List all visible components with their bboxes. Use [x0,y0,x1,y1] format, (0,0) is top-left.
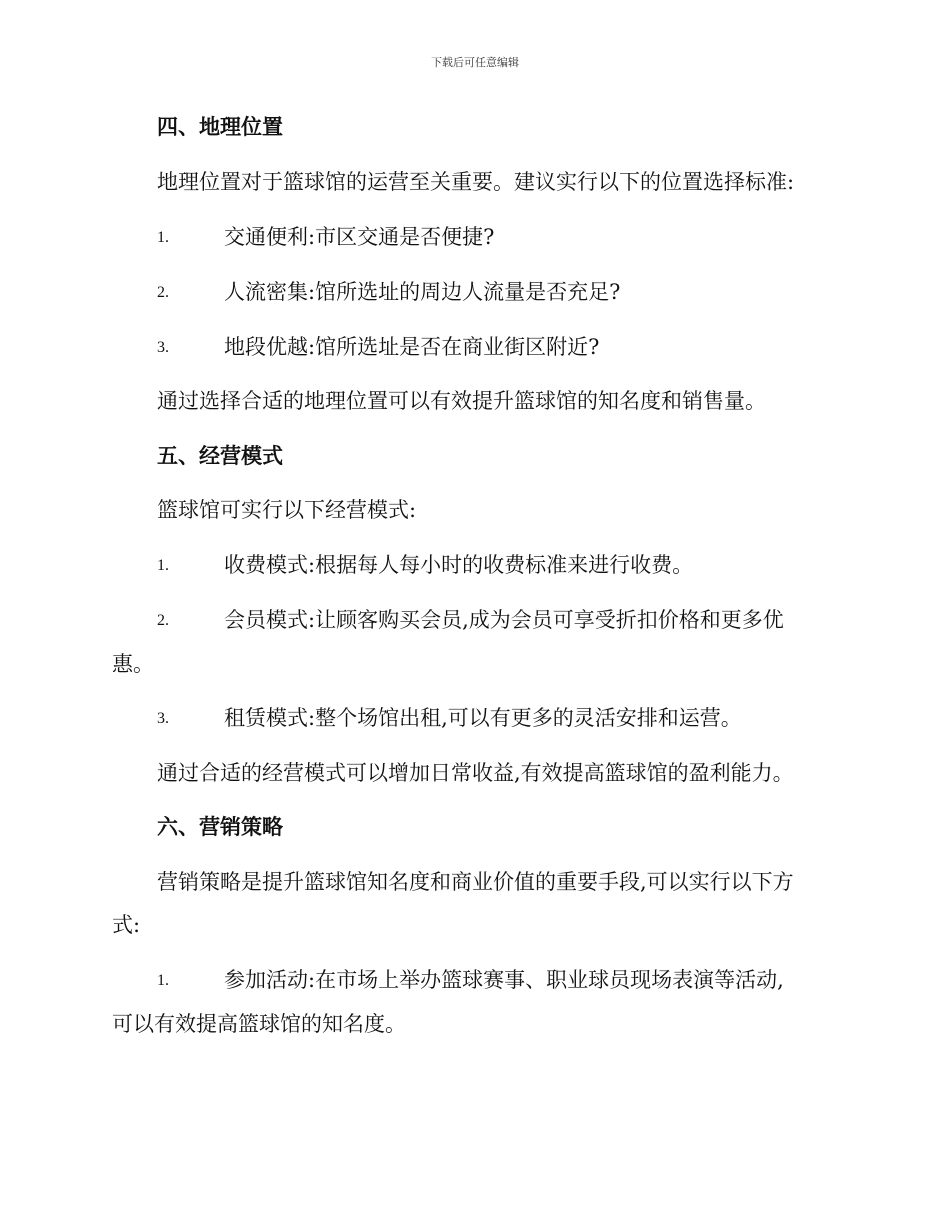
list-item-number: 2. [157,284,169,301]
list-item-number: 1. [157,972,169,989]
list-item-number: 3. [157,710,169,727]
list-item-number: 1. [157,557,169,574]
list-item-continuation: 可以有效提高篮球馆的知名度。 [112,1012,406,1036]
list-item-text: 地段优越:馆所选址是否在商业街区附近? [224,335,600,359]
list-item-text: 收费模式:根据每人每小时的收费标准来进行收费。 [224,553,694,577]
list-item-continuation: 惠。 [112,652,154,676]
list-item-number: 1. [157,229,169,246]
paragraph: 地理位置对于篮球馆的运营至关重要。建议实行以下的位置选择标准: [157,170,795,194]
section-heading: 五、经营模式 [157,444,283,468]
list-item-text: 会员模式:让顾客购买会员,成为会员可享受折扣价格和更多优 [224,608,784,632]
list-item-text: 交通便利:市区交通是否便捷? [224,225,495,249]
paragraph: 篮球馆可实行以下经营模式: [157,498,417,522]
section-heading: 四、地理位置 [157,115,283,139]
paragraph: 通过合适的经营模式可以增加日常收益,有效提高篮球馆的盈利能力。 [157,761,794,785]
section-heading: 六、营销策略 [157,815,283,839]
list-item-number: 2. [157,612,169,629]
paragraph: 营销策略是提升篮球馆知名度和商业价值的重要手段,可以实行以下方 [157,870,794,894]
list-item-text: 人流密集:馆所选址的周边人流量是否充足? [224,280,621,304]
list-item-number: 3. [157,339,169,356]
list-item-text: 租赁模式:整个场馆出租,可以有更多的灵活安排和运营。 [224,706,742,730]
list-item-text: 参加活动:在市场上举办篮球赛事、职业球员现场表演等活动, [224,968,784,992]
paragraph: 通过选择合适的地理位置可以有效提升篮球馆的知名度和销售量。 [157,389,766,413]
paragraph-continuation: 式: [112,913,141,937]
page-header: 下载后可任意编辑 [431,56,519,69]
